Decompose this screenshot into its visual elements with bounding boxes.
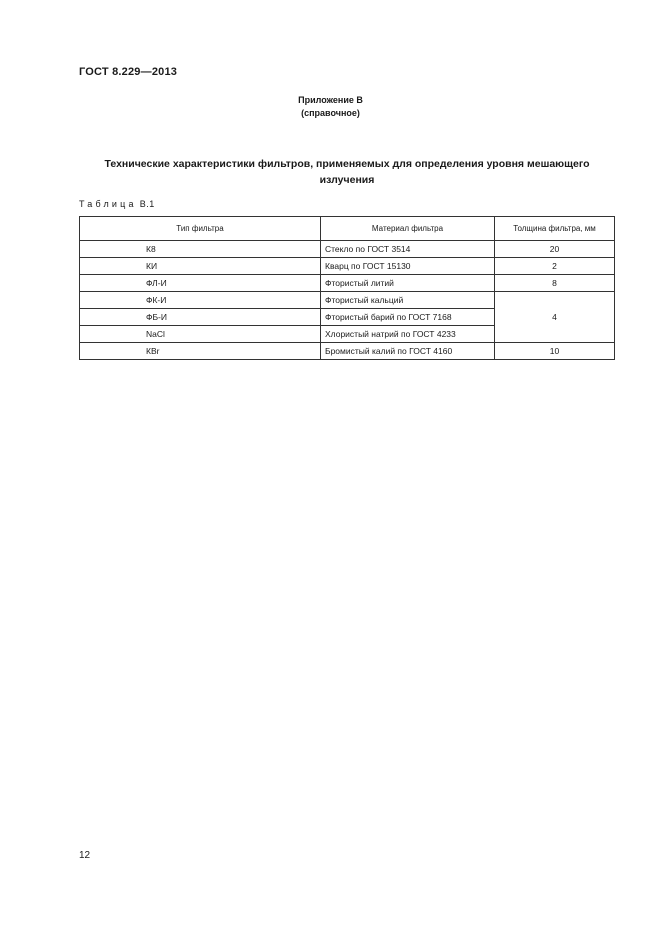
cell-thickness: 10 [495, 343, 615, 360]
cell-thickness: 8 [495, 275, 615, 292]
filters-table [79, 216, 615, 360]
cell-type: ФК-И [80, 292, 321, 309]
table-row [80, 292, 615, 309]
cell-material: Стекло по ГОСТ 3514 [321, 241, 495, 258]
page-number: 12 [79, 850, 91, 861]
header-filter-material: Материал фильтра [321, 217, 495, 241]
cell-type: К8 [80, 241, 321, 258]
table-caption-number: В.1 [139, 199, 155, 209]
header-filter-type: Тип фильтра [80, 217, 321, 241]
table-row [80, 343, 615, 360]
table-row [80, 258, 615, 275]
appendix-subtitle: (справочное) [301, 108, 360, 118]
table-row [80, 275, 615, 292]
section-title: Технические характеристики фильтров, применяемых для определения уровня мешающего излучения [104, 158, 590, 186]
table-header-row [80, 217, 615, 241]
cell-type: КВr [80, 343, 321, 360]
cell-material: Фтористый литий [321, 275, 495, 292]
cell-type: ФБ-И [80, 309, 321, 326]
cell-thickness-merged: 4 [495, 292, 615, 343]
document-code: ГОСТ 8.229—2013 [79, 66, 178, 78]
cell-type: NaCl [80, 326, 321, 343]
cell-type: КИ [80, 258, 321, 275]
table-caption [79, 199, 155, 209]
cell-material: Кварц по ГОСТ 15130 [321, 258, 495, 275]
table-caption-prefix: Таблица [79, 199, 137, 209]
cell-thickness: 2 [495, 258, 615, 275]
header-filter-thickness: Толщина фильтра, мм [495, 217, 615, 241]
cell-material: Фтористый кальций [321, 292, 495, 309]
cell-material: Хлористый натрий по ГОСТ 4233 [321, 326, 495, 343]
appendix-title: Приложение В [298, 95, 363, 105]
cell-material: Бромистый калий по ГОСТ 4160 [321, 343, 495, 360]
cell-type: ФЛ-И [80, 275, 321, 292]
table-row [80, 241, 615, 258]
cell-thickness: 20 [495, 241, 615, 258]
cell-material: Фтористый барий по ГОСТ 7168 [321, 309, 495, 326]
